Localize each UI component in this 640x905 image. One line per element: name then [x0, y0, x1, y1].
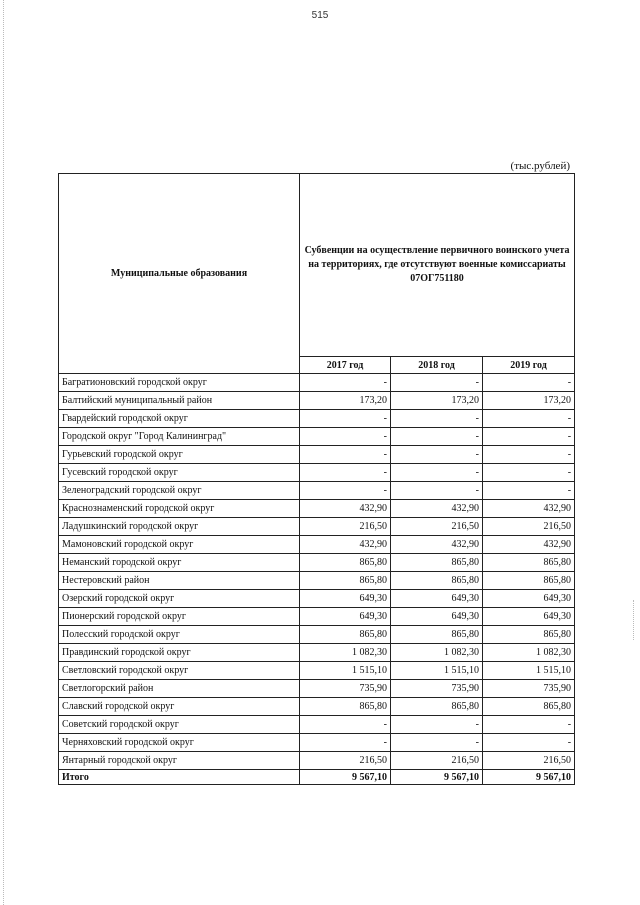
value-2018: 649,30	[391, 608, 483, 626]
value-2019: -	[483, 716, 575, 734]
municipality-name: Зеленоградский городской округ	[59, 482, 300, 500]
total-value-2017: 9 567,10	[300, 770, 391, 785]
table-row	[59, 554, 575, 572]
year-header-2018: 2018 год	[391, 357, 483, 374]
year-header-2019: 2019 год	[483, 357, 575, 374]
value-2017: 173,20	[300, 392, 391, 410]
table-row	[59, 734, 575, 752]
value-2017: -	[300, 734, 391, 752]
municipality-name: Черняховский городской округ	[59, 734, 300, 752]
municipality-name: Гурьевский городской округ	[59, 446, 300, 464]
municipality-name: Гвардейский городской округ	[59, 410, 300, 428]
value-2018: 865,80	[391, 554, 483, 572]
value-2019: -	[483, 734, 575, 752]
value-2019: 432,90	[483, 536, 575, 554]
municipality-name: Озерский городской округ	[59, 590, 300, 608]
value-2019: 865,80	[483, 698, 575, 716]
subvention-header: Субвенции на осуществление первичного воинского учета на территориях, где отсутствуют военные комиссариаты 07ОГ751180	[300, 174, 575, 357]
value-2017: -	[300, 716, 391, 734]
municipality-name: Городской округ "Город Калининград"	[59, 428, 300, 446]
municipality-name: Славский городской округ	[59, 698, 300, 716]
value-2019: -	[483, 374, 575, 392]
total-value-2018: 9 567,10	[391, 770, 483, 785]
value-2019: 432,90	[483, 500, 575, 518]
table-body	[59, 374, 575, 770]
table-row	[59, 374, 575, 392]
units-label: (тыс.рублей)	[510, 160, 570, 172]
value-2017: 649,30	[300, 608, 391, 626]
municipality-name: Балтийский муниципальный район	[59, 392, 300, 410]
value-2017: 216,50	[300, 518, 391, 536]
municipality-name: Багратионовский городской округ	[59, 374, 300, 392]
value-2017: 865,80	[300, 554, 391, 572]
municipality-name: Мамоновский городской округ	[59, 536, 300, 554]
table-row	[59, 410, 575, 428]
municipality-name: Светловский городской округ	[59, 662, 300, 680]
value-2017: 865,80	[300, 698, 391, 716]
value-2017: 649,30	[300, 590, 391, 608]
value-2018: -	[391, 482, 483, 500]
table-row	[59, 662, 575, 680]
value-2018: 865,80	[391, 698, 483, 716]
municipality-name: Янтарный городской округ	[59, 752, 300, 770]
value-2019: 735,90	[483, 680, 575, 698]
municipality-name: Светлогорский район	[59, 680, 300, 698]
municipality-name: Пионерский городской округ	[59, 608, 300, 626]
value-2019: 216,50	[483, 752, 575, 770]
table-row	[59, 752, 575, 770]
scan-margin-dots	[3, 0, 6, 905]
value-2019: -	[483, 446, 575, 464]
value-2018: 735,90	[391, 680, 483, 698]
value-2019: 865,80	[483, 626, 575, 644]
scan-margin-dots-right	[633, 600, 636, 640]
value-2019: -	[483, 428, 575, 446]
table-row	[59, 608, 575, 626]
value-2019: 1 515,10	[483, 662, 575, 680]
table-row	[59, 392, 575, 410]
table-row	[59, 446, 575, 464]
table-row	[59, 572, 575, 590]
value-2017: -	[300, 428, 391, 446]
value-2017: -	[300, 464, 391, 482]
value-2018: 216,50	[391, 518, 483, 536]
table-row	[59, 464, 575, 482]
total-label: Итого	[59, 770, 300, 785]
municipalities-header: Муниципальные образования	[59, 174, 300, 374]
value-2018: -	[391, 446, 483, 464]
value-2018: 432,90	[391, 500, 483, 518]
table-row	[59, 590, 575, 608]
table-row	[59, 536, 575, 554]
municipality-name: Полесский городской округ	[59, 626, 300, 644]
municipality-name: Ладушкинский городской округ	[59, 518, 300, 536]
municipality-name: Неманский городской округ	[59, 554, 300, 572]
table-row	[59, 482, 575, 500]
municipality-name: Краснознаменский городской округ	[59, 500, 300, 518]
value-2017: 1 082,30	[300, 644, 391, 662]
value-2018: 216,50	[391, 752, 483, 770]
value-2018: -	[391, 428, 483, 446]
value-2019: 865,80	[483, 554, 575, 572]
value-2018: 1 515,10	[391, 662, 483, 680]
table-row	[59, 680, 575, 698]
value-2017: -	[300, 446, 391, 464]
value-2018: 432,90	[391, 536, 483, 554]
municipality-name: Гусевский городской округ	[59, 464, 300, 482]
page-number: 515	[311, 10, 329, 21]
value-2018: -	[391, 410, 483, 428]
value-2019: -	[483, 482, 575, 500]
subvention-table	[58, 173, 575, 785]
value-2017: 1 515,10	[300, 662, 391, 680]
table-row	[59, 698, 575, 716]
value-2019: 649,30	[483, 608, 575, 626]
municipality-name: Правдинский городской округ	[59, 644, 300, 662]
table-row	[59, 626, 575, 644]
value-2017: -	[300, 410, 391, 428]
value-2019: 865,80	[483, 572, 575, 590]
total-row	[59, 770, 575, 785]
value-2018: -	[391, 716, 483, 734]
value-2018: 865,80	[391, 626, 483, 644]
value-2017: -	[300, 482, 391, 500]
value-2017: -	[300, 374, 391, 392]
value-2017: 865,80	[300, 626, 391, 644]
value-2018: -	[391, 464, 483, 482]
total-value-2019: 9 567,10	[483, 770, 575, 785]
value-2017: 735,90	[300, 680, 391, 698]
table-row	[59, 644, 575, 662]
value-2019: 649,30	[483, 590, 575, 608]
municipality-name: Советский городской округ	[59, 716, 300, 734]
table-row	[59, 716, 575, 734]
value-2018: 1 082,30	[391, 644, 483, 662]
value-2017: 432,90	[300, 536, 391, 554]
value-2019: 216,50	[483, 518, 575, 536]
value-2019: 173,20	[483, 392, 575, 410]
value-2019: -	[483, 464, 575, 482]
value-2018: -	[391, 374, 483, 392]
municipality-name: Нестеровский район	[59, 572, 300, 590]
value-2017: 216,50	[300, 752, 391, 770]
value-2018: -	[391, 734, 483, 752]
table-row	[59, 428, 575, 446]
table-row	[59, 518, 575, 536]
year-header-2017: 2017 год	[300, 357, 391, 374]
value-2017: 432,90	[300, 500, 391, 518]
value-2019: -	[483, 410, 575, 428]
value-2019: 1 082,30	[483, 644, 575, 662]
value-2018: 649,30	[391, 590, 483, 608]
value-2018: 865,80	[391, 572, 483, 590]
value-2017: 865,80	[300, 572, 391, 590]
value-2018: 173,20	[391, 392, 483, 410]
table-row	[59, 500, 575, 518]
